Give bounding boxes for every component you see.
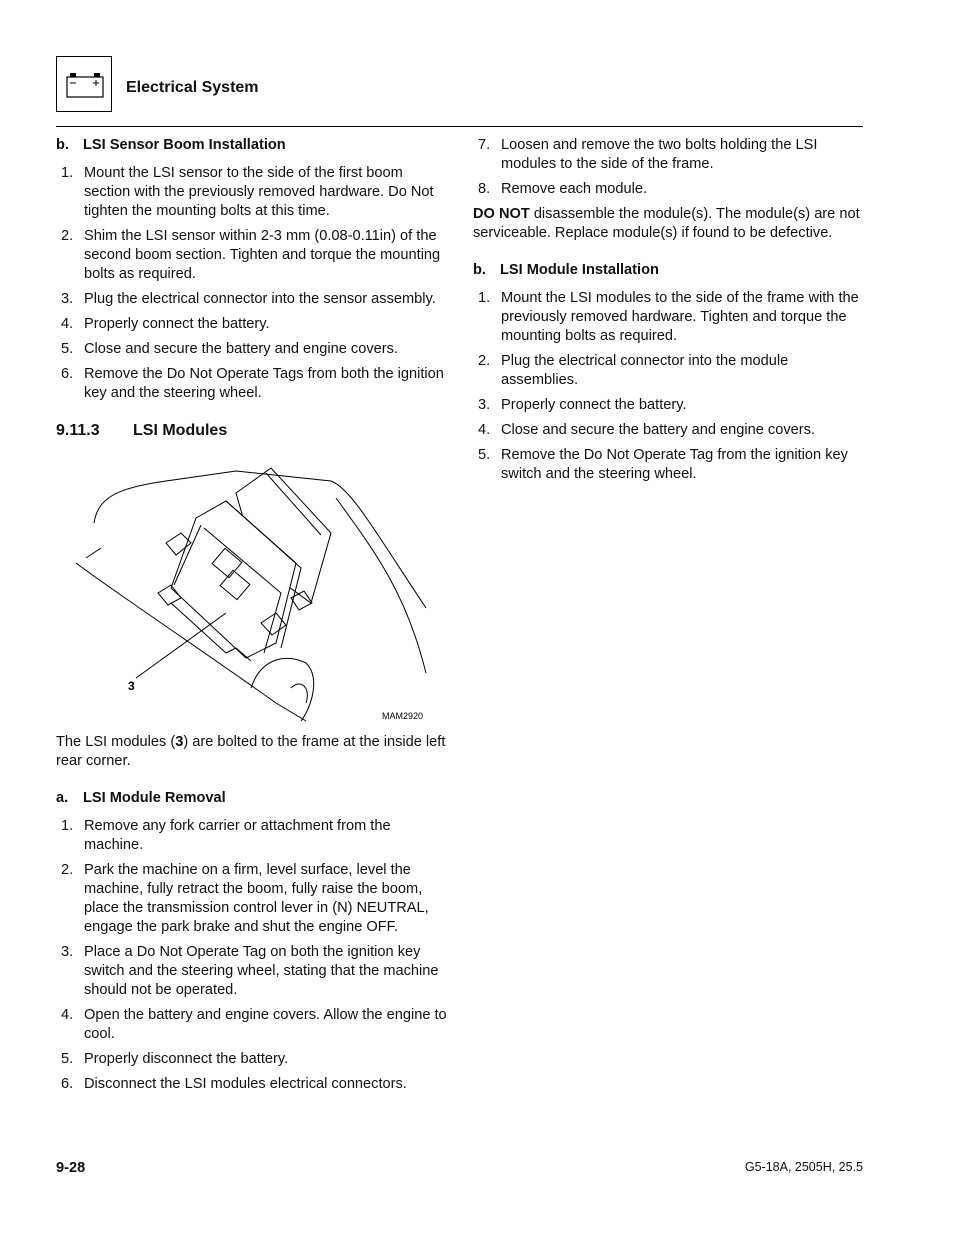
list-item (56, 164, 446, 221)
step-number: 6. (61, 1076, 74, 1092)
step-text: Properly disconnect the battery. (84, 1051, 289, 1067)
list-item (56, 1075, 448, 1094)
step-text: Remove the Do Not Operate Tags from both the ignition key and the steering wheel. (84, 366, 444, 401)
left-column-lower (56, 733, 448, 1100)
step-number: 5. (478, 447, 491, 463)
module-install-heading: b. LSI Module Installation (473, 262, 659, 278)
sensor-install-steps (56, 164, 446, 403)
removal-steps (56, 817, 448, 1094)
step-text: Mount the LSI sensor to the side of the first boom section with the previously removed hardware. Do Not tighten the mounting bolts at this time. (84, 165, 434, 219)
step-text: Plug the electrical connector into the sensor assembly. (84, 291, 436, 307)
list-item (56, 1050, 448, 1069)
step-text: Open the battery and engine covers. Allow the engine to cool. (84, 1007, 447, 1042)
step-number: 2. (61, 228, 74, 244)
step-number: 1. (478, 290, 491, 306)
step-text: Properly connect the battery. (501, 397, 687, 413)
list-item (473, 396, 865, 415)
step-text: Mount the LSI modules to the side of the frame with the previously removed hardware. Tighten and torque the mounting bolts as required. (501, 290, 859, 344)
step-text: Plug the electrical connector into the module assemblies. (501, 353, 789, 388)
step-number: 7. (478, 137, 491, 153)
right-column (473, 136, 865, 490)
step-number: 1. (61, 818, 74, 834)
step-text: Remove any fork carrier or attachment from the machine. (84, 818, 391, 853)
document-id: G5-18A, 2505H, 25.5 (744, 1160, 863, 1174)
step-text: Place a Do Not Operate Tag on both the ignition key switch and the steering wheel, stating that the machine should not be operated. (84, 944, 439, 998)
list-item (56, 1006, 448, 1044)
list-item (473, 136, 865, 174)
list-item (56, 290, 446, 309)
left-column (56, 136, 446, 440)
list-item (56, 365, 446, 403)
sensor-install-heading: b. LSI Sensor Boom Installation (56, 137, 286, 153)
list-item (56, 817, 448, 855)
list-item (473, 180, 865, 199)
step-number: 4. (61, 316, 74, 332)
step-number: 6. (61, 366, 74, 382)
list-item (473, 446, 865, 484)
step-number: 5. (61, 341, 74, 357)
step-text: Remove each module. (501, 181, 648, 197)
step-number: 5. (61, 1051, 74, 1067)
step-number: 3. (61, 291, 74, 307)
list-item (56, 340, 446, 359)
step-text: Remove the Do Not Operate Tag from the ignition key switch and the steering wheel. (501, 447, 848, 482)
step-number: 2. (478, 353, 491, 369)
intro-paragraph: The LSI modules (3) are bolted to the frame at the inside left rear corner. (56, 734, 446, 769)
list-item (473, 352, 865, 390)
step-text: Close and secure the battery and engine covers. (84, 341, 398, 357)
removal-heading: a. LSI Module Removal (56, 790, 226, 806)
list-item (56, 315, 446, 334)
figure-code: MAM2920 (382, 711, 424, 721)
list-item (473, 421, 865, 440)
lsi-modules-illustration (76, 463, 432, 725)
step-number: 8. (478, 181, 491, 197)
step-number: 4. (478, 422, 491, 438)
step-text: Properly connect the battery. (84, 316, 270, 332)
list-item (56, 861, 448, 937)
list-item (56, 227, 446, 284)
step-number: 1. (61, 165, 74, 181)
header-icon-box (56, 56, 112, 112)
step-text: Park the machine on a firm, level surface, level the machine, fully retract the boom, fully raise the boom, place the transmission control lever in (N) NEUTRAL, engage the park brake and shut the engine OFF. (84, 862, 429, 935)
lsi-modules-figure (76, 463, 432, 725)
step-text: Shim the LSI sensor within 2-3 mm (0.08-0.11in) of the second boom section. Tighten and torque the mounting bolts as required. (84, 228, 441, 282)
module-install-steps (473, 289, 865, 484)
battery-icon (57, 57, 113, 113)
list-item (56, 943, 448, 1000)
step-number: 3. (478, 397, 491, 413)
page-number: 9-28 (56, 1160, 86, 1176)
figure-callout: 3 (128, 679, 135, 693)
list-item (473, 289, 865, 346)
step-text: Disconnect the LSI modules electrical connectors. (84, 1076, 407, 1092)
section-heading: 9.11.3 LSI Modules (56, 422, 228, 439)
removal-steps-continued (473, 136, 865, 199)
do-not-note: DO NOT disassemble the module(s). The module(s) are not serviceable. Replace module(s) if found to be defective. (473, 206, 860, 241)
page-header-title: Electrical System (126, 79, 259, 96)
step-number: 2. (61, 862, 74, 878)
header-rule (56, 126, 863, 127)
step-text: Close and secure the battery and engine covers. (501, 422, 815, 438)
step-number: 3. (61, 944, 74, 960)
step-number: 4. (61, 1007, 74, 1023)
step-text: Loosen and remove the two bolts holding the LSI modules to the side of the frame. (501, 137, 818, 172)
